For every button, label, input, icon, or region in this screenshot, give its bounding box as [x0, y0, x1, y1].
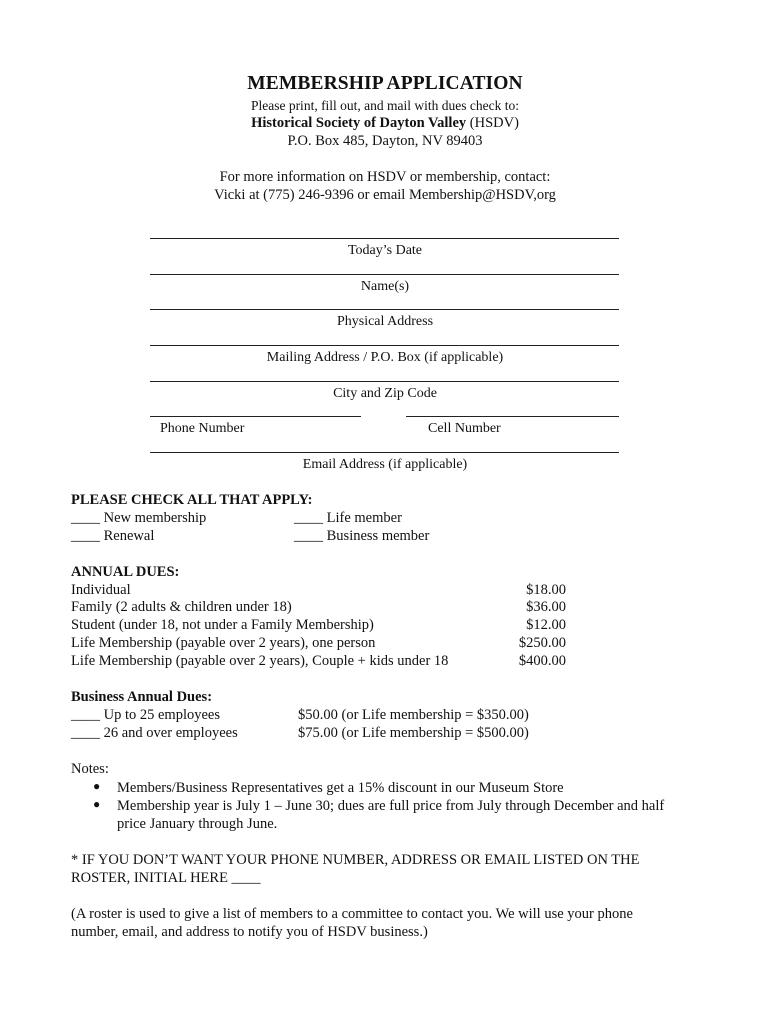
dues-label: Student (under 18, not under a Family Membership): [71, 617, 374, 633]
dues-price: $18.00: [526, 582, 566, 598]
org-name: Historical Society of Dayton Valley: [251, 115, 467, 131]
notes-heading: Notes:: [71, 761, 109, 777]
phone-label: Phone Number: [160, 421, 245, 436]
roster-optout: * IF YOU DON’T WANT YOUR PHONE NUMBER, ADDRESS OR EMAIL LISTED ON THE: [71, 852, 640, 868]
business-dues-price: $50.00 (or Life membership = $350.00): [298, 707, 529, 723]
business-dues-heading: Business Annual Dues:: [71, 689, 213, 705]
physical-address-label: Physical Address: [336, 314, 434, 329]
business-dues-option[interactable]: ____ Up to 25 employees: [71, 707, 221, 723]
business-dues-option[interactable]: ____ 26 and over employees: [71, 725, 238, 741]
roster-explanation-cont: number, email, and address to notify you of HSDV business.): [71, 924, 428, 940]
contact-line: Vicki at (775) 246-9396 or email Membership@HSDV,org: [214, 187, 556, 203]
business-member-option[interactable]: ____ Business member: [294, 528, 430, 544]
note-membership-year-cont: price January through June.: [117, 816, 278, 832]
dues-label: Family (2 adults & children under 18): [71, 599, 292, 615]
bullet-icon: ●: [93, 797, 101, 811]
dues-price: $400.00: [518, 653, 566, 669]
business-dues-price: $75.00 (or Life membership = $500.00): [298, 725, 529, 741]
mailing-address-label: Mailing Address / P.O. Box (if applicable): [266, 350, 504, 365]
new-membership-option[interactable]: ____ New membership: [71, 510, 207, 526]
note-membership-year: Membership year is July 1 – June 30; dues are full price from July through December and half: [117, 798, 665, 814]
org-line: [0, 114, 770, 132]
roster-explanation: (A roster is used to give a list of members to a committee to contact you. We will use your phone: [71, 906, 633, 922]
mailing-address-line[interactable]: [150, 345, 619, 346]
dues-label: Individual: [71, 582, 131, 598]
renewal-option[interactable]: ____ Renewal: [71, 528, 155, 544]
note-discount: Members/Business Representatives get a 15% discount in our Museum Store: [117, 780, 564, 796]
cell-line[interactable]: [406, 416, 619, 417]
todays-date-label: Today’s Date: [347, 243, 423, 258]
names-line[interactable]: [150, 274, 619, 275]
annual-dues-heading: ANNUAL DUES:: [71, 564, 180, 580]
life-member-option[interactable]: ____ Life member: [294, 510, 402, 526]
email-line[interactable]: [150, 452, 619, 453]
check-heading: PLEASE CHECK ALL THAT APPLY:: [71, 492, 313, 508]
org-address: P.O. Box 485, Dayton, NV 89403: [287, 133, 483, 149]
mail-instructions: Please print, fill out, and mail with dues check to:: [250, 98, 520, 113]
org-abbr: (HSDV): [469, 115, 519, 131]
city-zip-label: City and Zip Code: [333, 386, 437, 401]
bullet-icon: ●: [93, 779, 101, 793]
names-label: Name(s): [360, 279, 410, 294]
dues-price: $36.00: [526, 599, 566, 615]
cell-label: Cell Number: [428, 421, 501, 436]
page-title: MEMBERSHIP APPLICATION: [247, 73, 523, 94]
dues-price: $12.00: [526, 617, 566, 633]
phone-line[interactable]: [150, 416, 361, 417]
email-label: Email Address (if applicable): [302, 457, 468, 472]
physical-address-line[interactable]: [150, 309, 619, 310]
dues-label: Life Membership (payable over 2 years), Couple + kids under 18: [71, 653, 449, 669]
todays-date-line[interactable]: [150, 238, 619, 239]
roster-initial[interactable]: ROSTER, INITIAL HERE ____: [71, 870, 261, 886]
info-line: For more information on HSDV or membership, contact:: [219, 169, 551, 185]
city-zip-line[interactable]: [150, 381, 619, 382]
dues-label: Life Membership (payable over 2 years), one person: [71, 635, 376, 651]
dues-price: $250.00: [518, 635, 566, 651]
